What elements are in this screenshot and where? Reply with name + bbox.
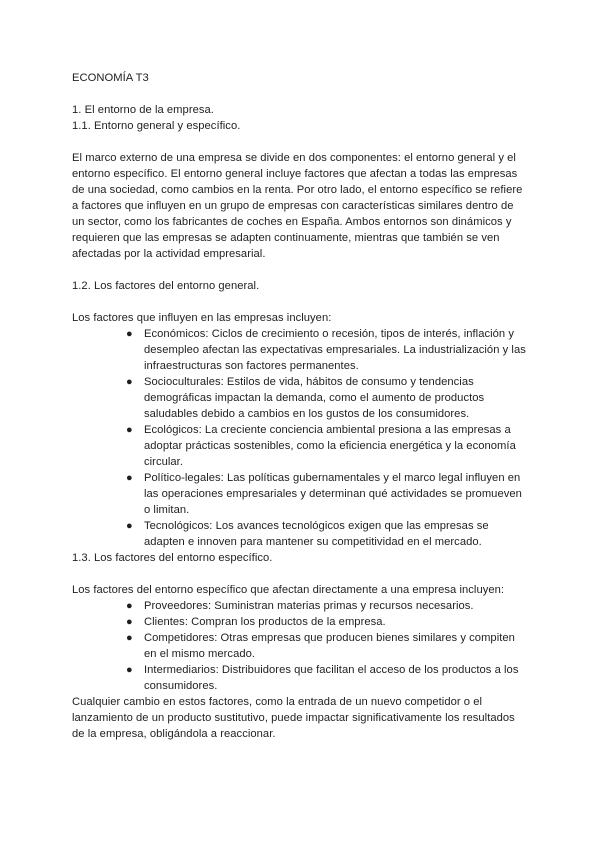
list-item	[72, 598, 528, 614]
list-item-text: Socioculturales: Estilos de vida, hábitos de consumo y tendencias demográficas impactan la demanda, como el aumento de productos saludables debido a cambios en los gustos de los consumidores.	[144, 376, 485, 420]
list-item-text: Intermediarios: Distribuidores que facilitan el acceso de los productos a los consumidores.	[144, 664, 519, 692]
spacer	[72, 134, 528, 150]
bullet-icon: ●	[126, 376, 133, 388]
list-item	[72, 326, 528, 374]
list-item-text: Clientes: Compran los productos de la empresa.	[144, 616, 386, 628]
list-item-text: Proveedores: Suministran materias primas y recursos necesarios.	[144, 600, 474, 612]
spacer	[72, 566, 528, 582]
bullet-icon: ●	[126, 600, 133, 612]
bullet-icon: ●	[126, 664, 133, 676]
general-factors-list	[72, 326, 528, 550]
list-item	[72, 614, 528, 630]
bullet-icon: ●	[126, 424, 133, 436]
specific-factors-lead: Los factores del entorno específico que afectan directamente a una empresa incluyen:	[72, 584, 505, 596]
section-heading-1-2: 1.2. Los factores del entorno general.	[72, 280, 260, 292]
general-factors-lead: Los factores que influyen en las empresas incluyen:	[72, 312, 332, 324]
spacer	[72, 262, 528, 278]
list-item-text: Ecológicos: La creciente conciencia ambiental presiona a las empresas a adoptar prácticas sostenibles, como la eficiencia energética y la economía circular.	[144, 424, 516, 468]
spacer	[72, 294, 528, 310]
section-heading-1: 1. El entorno de la empresa.	[72, 104, 214, 116]
list-item	[72, 518, 528, 550]
list-item	[72, 662, 528, 694]
list-item-text: Económicos: Ciclos de crecimiento o recesión, tipos de interés, inflación y desempleo afectan las expectativas empresariales. La industrialización y las infraestructuras son factores permanentes.	[144, 328, 526, 372]
document-title: ECONOMÍA T3	[72, 72, 149, 84]
bullet-icon: ●	[126, 328, 133, 340]
bullet-icon: ●	[126, 632, 133, 644]
section-heading-1-3: 1.3. Los factores del entorno específico.	[72, 552, 273, 564]
closing-paragraph: Cualquier cambio en estos factores, como la entrada de un nuevo competidor o el lanzamiento de un producto sustitutivo, puede impactar significativamente los resultados de la empresa, obligándola a reaccionar.	[72, 696, 515, 740]
list-item-text: Tecnológicos: Los avances tecnológicos exigen que las empresas se adapten e innoven para mantener su competitividad en el mercado.	[144, 520, 489, 548]
list-item-text: Político-legales: Las políticas gubernamentales y el marco legal influyen en las operaciones empresariales y determinan qué actividades se promueven o limitan.	[144, 472, 522, 516]
list-item-text: Competidores: Otras empresas que producen bienes similares y compiten en el mismo mercado.	[144, 632, 515, 660]
list-item	[72, 630, 528, 662]
bullet-icon: ●	[126, 616, 133, 628]
list-item	[72, 422, 528, 470]
list-item	[72, 374, 528, 422]
intro-paragraph: El marco externo de una empresa se divide en dos componentes: el entorno general y el entorno específico. El entorno general incluye factores que afectan a todas las empresas de una sociedad, como cambios en la renta. Por otro lado, el entorno específico se refiere a factores que influyen en un grupo de empresas con características similares dentro de un sector, como los fabricantes de coches en España. Ambos entornos son dinámicos y requieren que las empresas se adapten continuamente, mientras que también se ven afectadas por la actividad empresarial.	[72, 152, 523, 260]
specific-factors-list	[72, 598, 528, 694]
section-heading-1-1: 1.1. Entorno general y específico.	[72, 120, 241, 132]
list-item	[72, 470, 528, 518]
bullet-icon: ●	[126, 472, 133, 484]
bullet-icon: ●	[126, 520, 133, 532]
